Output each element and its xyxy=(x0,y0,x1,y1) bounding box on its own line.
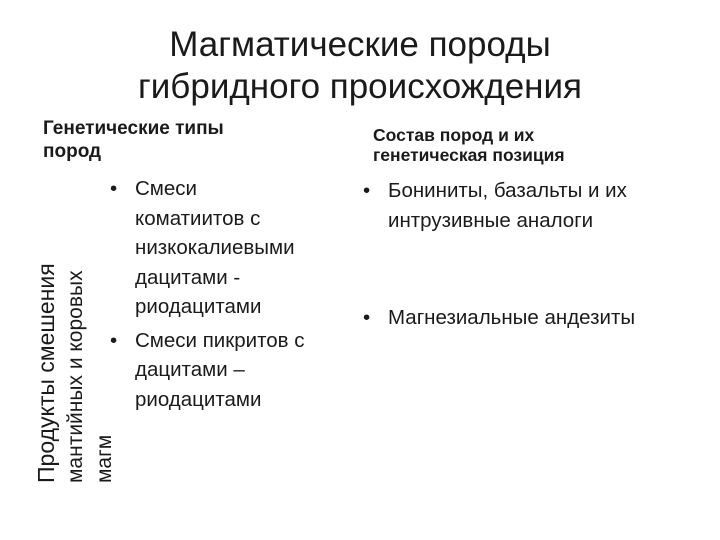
list-item-line: Бониниты, базальты и их xyxy=(388,179,627,202)
list-item xyxy=(363,176,703,235)
row-label-line-3: магм xyxy=(93,434,116,483)
composition-list xyxy=(363,176,703,337)
row-label-vertical xyxy=(32,223,119,483)
row-label-line-1: Продукты смешения xyxy=(33,263,59,483)
left-column-header xyxy=(43,117,303,163)
list-item-line: риодацитами xyxy=(135,295,262,318)
list-item xyxy=(110,326,350,415)
row-label-line-2: мантийных и коровых xyxy=(64,270,87,483)
left-column-header-line-1: Генетические типы xyxy=(43,118,224,139)
list-item-line: интрузивные аналоги xyxy=(388,208,594,232)
list-item-line: низкокалиевыми xyxy=(135,236,295,259)
right-column-header xyxy=(373,125,703,165)
bullet: • xyxy=(363,306,371,329)
bullet: • xyxy=(110,328,118,352)
list-item xyxy=(363,303,703,333)
slide-title xyxy=(0,24,720,108)
list-item-line: Смеси пикритов с xyxy=(135,328,305,352)
list-item xyxy=(110,174,350,322)
bullet: • xyxy=(110,177,118,200)
bullet: • xyxy=(363,179,371,202)
slide-title-line-1: Магматические породы xyxy=(169,25,551,64)
right-column-header-line-1: Состав пород и их xyxy=(373,125,535,145)
list-item-line: коматиитов с xyxy=(135,206,261,230)
slide-title-line-2: гибридного происхождения xyxy=(137,67,583,106)
list-item-line: Магнезиальные андезиты xyxy=(388,306,636,329)
genetic-types-list xyxy=(110,174,350,418)
right-column-header-line-2: генетическая позиция xyxy=(373,145,565,165)
list-item-line: риодацитами xyxy=(135,387,262,411)
list-item-line: дацитами – xyxy=(135,358,245,381)
left-column-header-line-2: пород xyxy=(43,141,102,162)
list-item-line: Смеси xyxy=(135,177,198,200)
list-item-line: дацитами - xyxy=(135,265,241,289)
